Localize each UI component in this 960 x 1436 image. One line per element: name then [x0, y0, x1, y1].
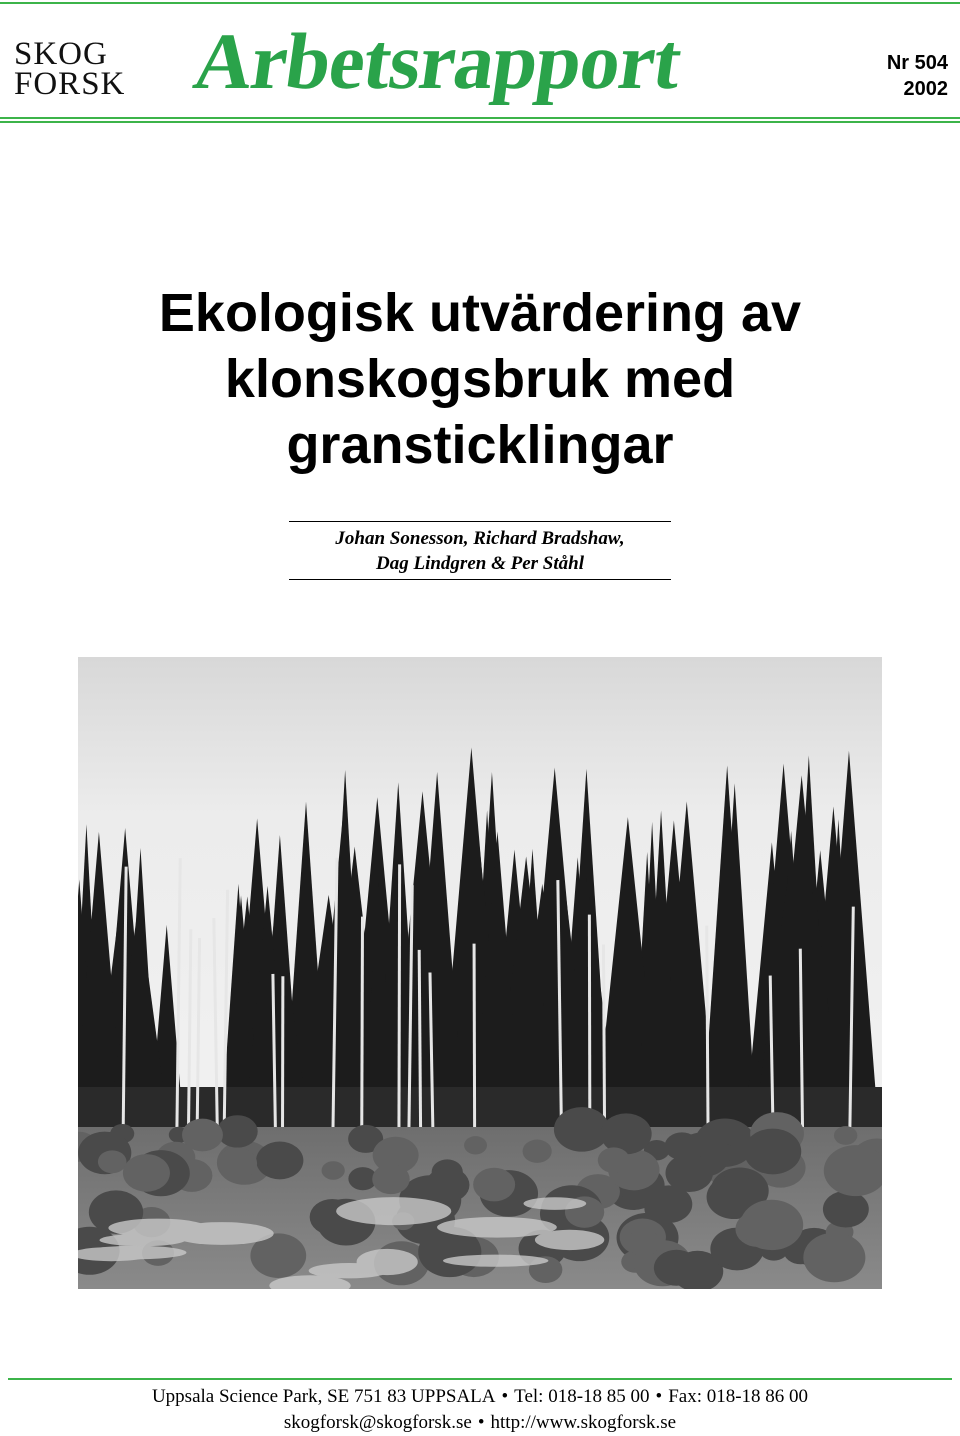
footer-address: Uppsala Science Park, SE 751 83 UPPSALA [152, 1386, 496, 1407]
sapling [256, 1142, 303, 1180]
snow-patch [437, 1217, 557, 1238]
snow-patch [524, 1197, 587, 1210]
issue-info [887, 50, 948, 102]
sapling [473, 1168, 515, 1202]
title-line: Ekologisk utvärdering av [0, 280, 960, 346]
authors-block [0, 526, 960, 576]
sapling [523, 1140, 552, 1163]
sapling [426, 1167, 470, 1202]
footer-email[interactable]: skogforsk@skogforsk.se [284, 1412, 472, 1433]
sapling [598, 1147, 630, 1173]
bullet-separator: • [496, 1386, 515, 1407]
footer-line-1 [0, 1384, 960, 1410]
footer-contact [0, 1384, 960, 1436]
logo-text-line2: FORSK [14, 68, 125, 101]
bullet-separator: • [650, 1386, 669, 1407]
footer-web[interactable]: http://www.skogforsk.se [491, 1412, 677, 1433]
issue-number: Nr 504 [887, 50, 948, 76]
authors-bottom-rule [289, 579, 671, 580]
sapling [740, 1200, 803, 1250]
footer-rule [8, 1378, 952, 1380]
sapling [322, 1161, 345, 1180]
skogforsk-logo [14, 38, 148, 100]
masthead-title: Arbetsrapport [189, 22, 685, 102]
birch-trunk [419, 950, 420, 1127]
sapling [372, 1164, 410, 1194]
sapling [217, 1115, 258, 1148]
birch-trunk [399, 864, 400, 1127]
snow-patch [309, 1263, 389, 1278]
birch-trunk [474, 944, 475, 1127]
authors-line: Dag Lindgren & Per Ståhl [0, 551, 960, 576]
birch-trunk [603, 944, 604, 1127]
footer-fax: Fax: 018-18 86 00 [668, 1386, 808, 1407]
footer-tel: Tel: 018-18 85 00 [514, 1386, 649, 1407]
sapling [627, 1230, 660, 1256]
birch-trunk [362, 917, 363, 1127]
sapling [834, 1126, 857, 1145]
authors-top-rule [289, 521, 671, 522]
header-rule-1 [0, 117, 960, 119]
snow-patch [377, 1199, 439, 1214]
sapling [665, 1154, 712, 1192]
sapling [123, 1154, 170, 1192]
title-line: gransticklingar [0, 412, 960, 478]
sapling [464, 1136, 487, 1154]
sapling [803, 1233, 865, 1283]
snow-patch [100, 1234, 186, 1246]
issue-year: 2002 [887, 76, 948, 102]
authors-line: Johan Sonesson, Richard Bradshaw, [0, 526, 960, 551]
logo-text-line1: SKOG [14, 38, 108, 71]
birch-trunk [707, 926, 708, 1127]
title-line: klonskogsbruk med [0, 346, 960, 412]
bullet-separator: • [472, 1412, 491, 1433]
forest-photo [78, 657, 882, 1289]
top-green-rule [0, 2, 960, 4]
sapling [601, 1113, 652, 1154]
footer-line-2 [0, 1410, 960, 1436]
sapling [217, 1147, 257, 1179]
report-title [0, 280, 960, 478]
snow-patch [443, 1255, 548, 1267]
sapling [823, 1191, 869, 1228]
header-rule-2 [0, 121, 960, 123]
sapling [654, 1250, 699, 1286]
sapling [744, 1129, 801, 1175]
sapling [98, 1150, 127, 1173]
